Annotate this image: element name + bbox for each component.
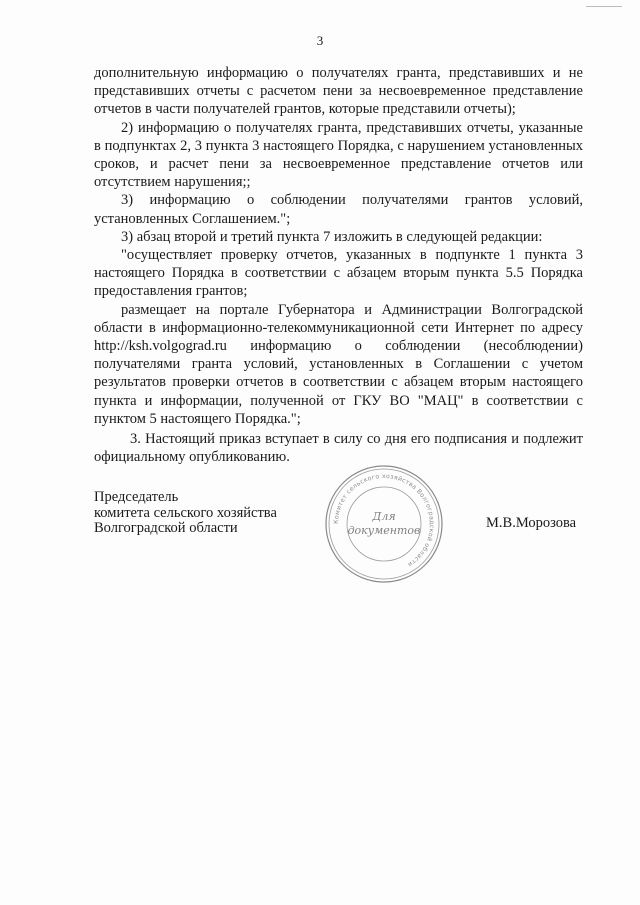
stamp-ring-text: Комитет сельского хозяйства Волгоградской области [332, 472, 436, 568]
page-number: 3 [316, 33, 324, 48]
paragraph-item-2: 2) информацию о получателях гранта, представивших отчеты, указанные в подпунктах 2, 3 пункта 3 настоящего Порядка, с нарушением установленных сроков, и расчет пени за несвоевременное представление отчетов или отсутствием нарушения;; [94, 119, 583, 191]
document-body [94, 64, 583, 466]
signer-name: М.В.Морозова [486, 515, 577, 531]
paragraph-item-3: 3) информацию о соблюдении получателями грантов условий, установленных Соглашением."; [94, 192, 583, 227]
position-line: Волгоградской области [94, 520, 238, 536]
signature-position [94, 490, 277, 537]
position-line: комитета сельского хозяйства [94, 504, 277, 521]
paragraph-amendment-intro: 3) абзац второй и третий пункта 7 изложить в следующей редакции: [121, 228, 543, 245]
position-line: Председатель [94, 489, 179, 505]
paragraph-amendment-text-1: "осуществляет проверку отчетов, указанных в подпункте 1 пункта 3 настоящего Порядка в соответствии с абзацем вторым пункта 5.5 Порядка предоставления грантов; [94, 247, 583, 300]
paragraph-continuation: дополнительную информацию о получателях гранта, представивших и не представивших отчеты с расчетом пени за несвоевременное представление отчетов в части получателей грантов, которые представили отчеты); [94, 65, 583, 118]
scan-mark [586, 6, 622, 7]
paragraph-amendment-text-2: размещает на портале Губернатора и Администрации Волгоградской области в информационно-телекоммуникационной сети Интернет по адресу http://ksh.volgograd.ru информацию о соблюдении (несоблюдении) получателями гранта условий, установленных в Соглашении с учетом результатов проверки отчетов в соответствии с абзацем вторым настоящего пункта и информации, полученной от ГКУ ВО "МАЦ" в соответствии с пунктом 5 настоящего Порядка."; [94, 301, 583, 427]
official-stamp [322, 462, 446, 586]
stamp-center-line-2: документов [347, 524, 421, 537]
paragraph-effective-date: 3. Настоящий приказ вступает в силу со дня его подписания и подлежит официальному опубликованию. [94, 431, 583, 466]
stamp-center-line-1: Для [372, 510, 396, 523]
